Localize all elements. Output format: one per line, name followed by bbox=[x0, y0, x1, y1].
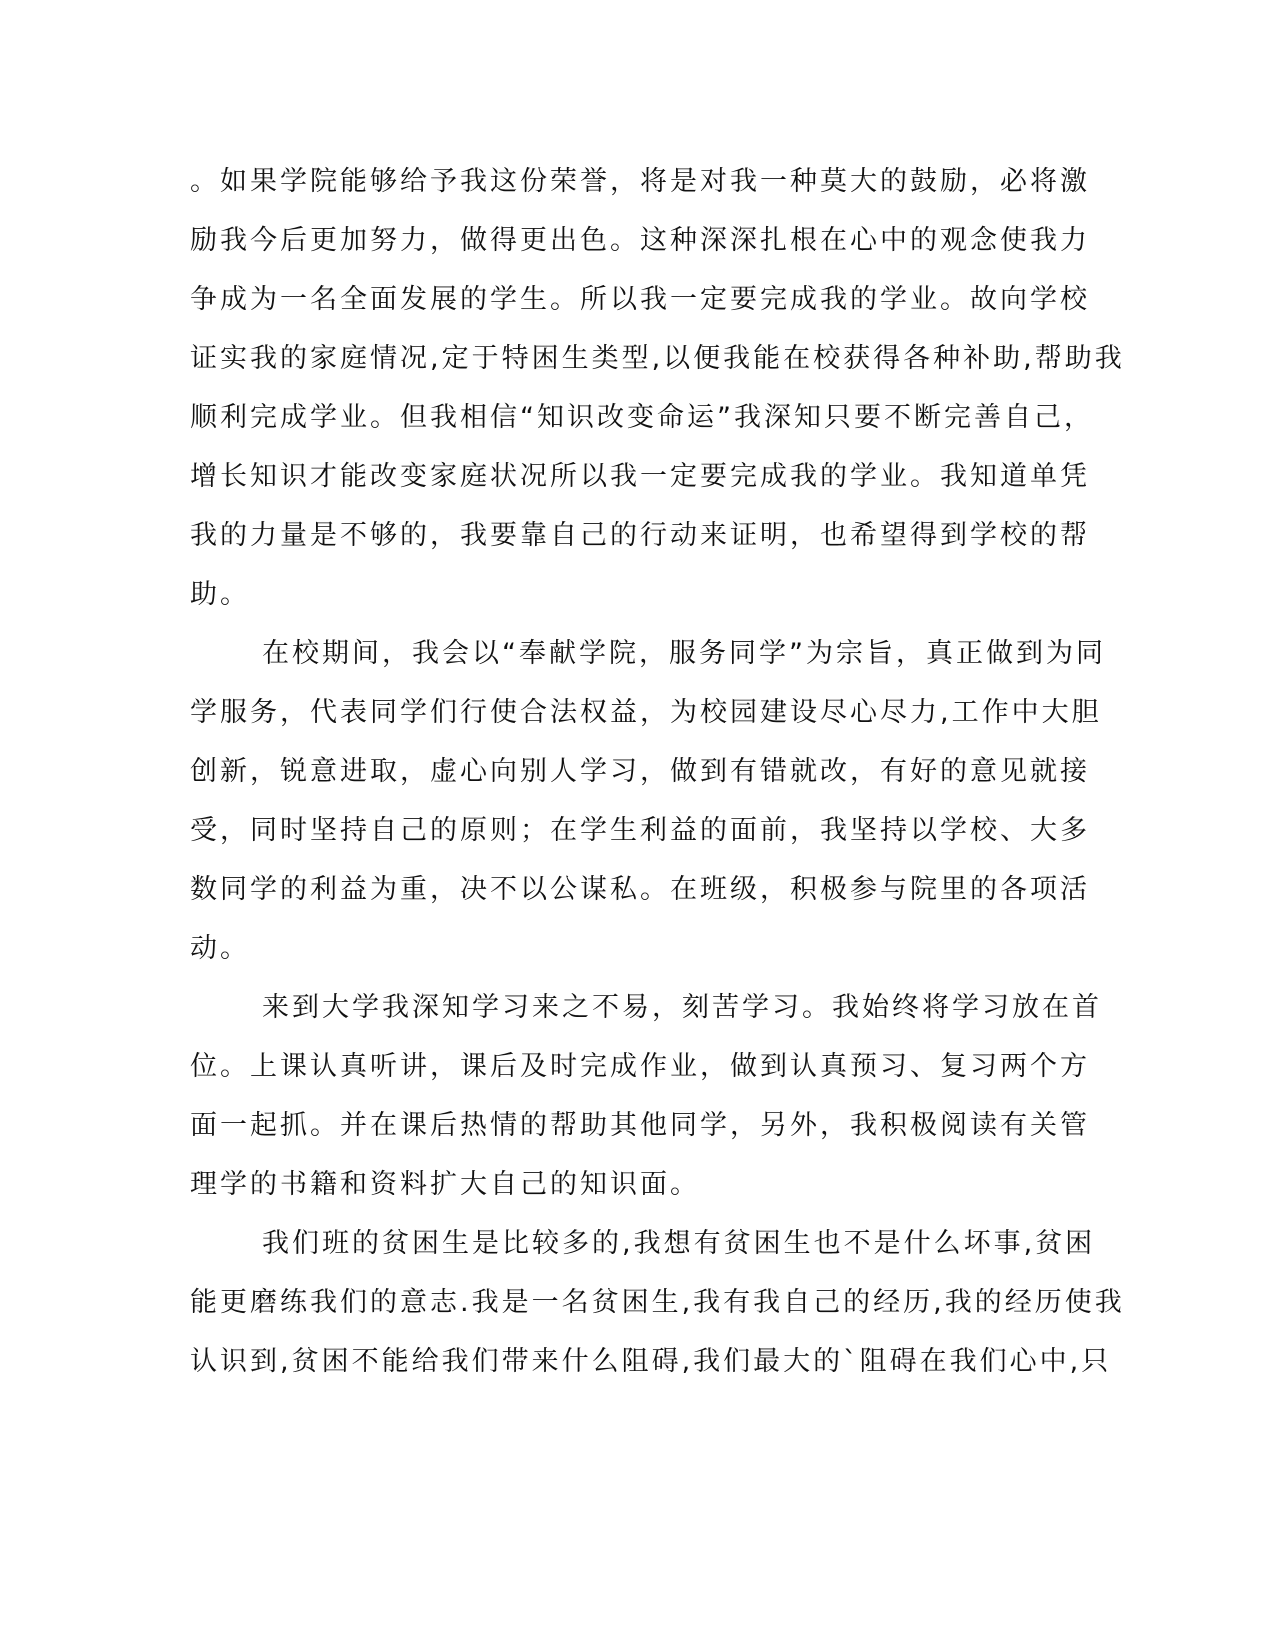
text-line: 助。 bbox=[190, 579, 250, 610]
text-line: 。如果学院能够给予我这份荣誉，将是对我一种莫大的鼓励，必将激 bbox=[190, 166, 1090, 197]
text-line: 认识到,贫困不能给我们带来什么阻碍,我们最大的`阻碍在我们心中,只 bbox=[190, 1346, 1112, 1377]
text-line: 创新，锐意进取，虚心向别人学习，做到有错就改，有好的意见就接 bbox=[190, 756, 1090, 787]
text-line: 能更磨练我们的意志.我是一名贫困生,我有我自己的经历,我的经历使我 bbox=[190, 1287, 1125, 1318]
text-line: 面一起抓。并在课后热情的帮助其他同学，另外，我积极阅读有关管 bbox=[190, 1110, 1090, 1141]
text-line: 数同学的利益为重，决不以公谋私。在班级，积极参与院里的各项活 bbox=[190, 874, 1090, 905]
text-line: 在校期间，我会以“奉献学院，服务同学”为宗旨，真正做到为同 bbox=[262, 638, 1106, 669]
text-line: 位。上课认真听讲，课后及时完成作业，做到认真预习、复习两个方 bbox=[190, 1051, 1090, 1082]
text-line: 我的力量是不够的，我要靠自己的行动来证明，也希望得到学校的帮 bbox=[190, 520, 1090, 551]
text-line: 理学的书籍和资料扩大自己的知识面。 bbox=[190, 1169, 700, 1200]
text-line: 来到大学我深知学习来之不易，刻苦学习。我始终将学习放在首 bbox=[262, 992, 1102, 1023]
text-line: 增长知识才能改变家庭状况所以我一定要完成我的学业。我知道单凭 bbox=[190, 461, 1090, 492]
text-line: 学服务，代表同学们行使合法权益，为校园建设尽心尽力,工作中大胆 bbox=[190, 697, 1102, 728]
text-line: 证实我的家庭情况,定于特困生类型,以便我能在校获得各种补助,帮助我 bbox=[190, 343, 1125, 374]
text-line: 顺利完成学业。但我相信“知识改变命运”我深知只要不断完善自己， bbox=[190, 402, 1094, 433]
text-line: 受，同时坚持自己的原则；在学生利益的面前，我坚持以学校、大多 bbox=[190, 815, 1090, 846]
text-line: 励我今后更加努力，做得更出色。这种深深扎根在心中的观念使我力 bbox=[190, 225, 1090, 256]
text-line: 我们班的贫困生是比较多的,我想有贫困生也不是什么坏事,贫困 bbox=[262, 1228, 1096, 1259]
text-line: 动。 bbox=[190, 933, 250, 964]
text-line: 争成为一名全面发展的学生。所以我一定要完成我的学业。故向学校 bbox=[190, 284, 1090, 315]
